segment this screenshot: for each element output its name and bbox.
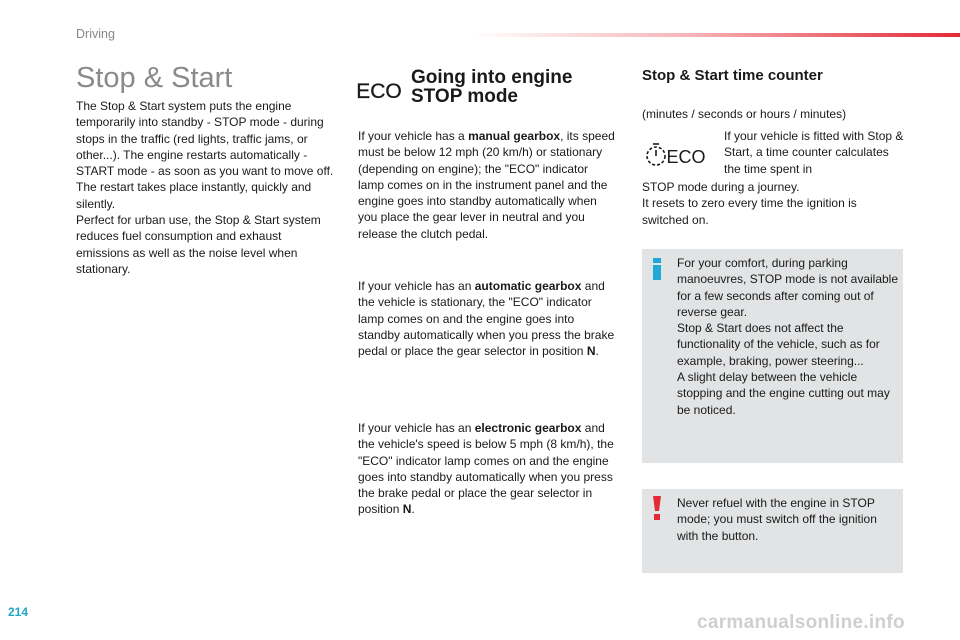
info-line-1: For your comfort, during parking manoeuvres, STOP mode is not available for a few seconds after coming out of reverse gear. <box>677 256 899 319</box>
exclamation-icon <box>651 496 663 520</box>
time-counter-title: Stop & Start time counter <box>642 67 823 84</box>
intro-paragraph-2: Perfect for urban use, the Stop & Start system reduces fuel consumption and exhaust emissions as well as the noise level when stationary. <box>76 213 321 276</box>
info-line-3: A slight delay between the vehicle stopping and the engine cutting out may be noticed. <box>677 370 890 417</box>
eco-icon-label: ECO <box>356 80 402 103</box>
eco-icon <box>356 75 402 105</box>
section-header: Driving <box>76 27 115 41</box>
info-icon <box>650 258 664 280</box>
automatic-prefix: If your vehicle has an <box>358 279 475 293</box>
manual-gearbox-paragraph <box>358 128 616 242</box>
electronic-prefix: If your vehicle has an <box>358 421 475 435</box>
time-counter-text-continued <box>642 179 904 228</box>
electronic-end: . <box>411 502 415 517</box>
time-counter-line-3: It resets to zero every time the ignition is switched on. <box>642 196 857 227</box>
automatic-position: N <box>586 344 596 359</box>
automatic-end: . <box>595 344 599 359</box>
electronic-suffix: and the vehicle's speed is below 5 mph (8 km/h), the "ECO" indicator lamp comes on and the engine goes into standby automatically when you press the brake pedal or place the gear selector in position <box>358 421 614 517</box>
warning-note-text: Never refuel with the engine in STOP mode; you must switch off the ignition with the button. <box>677 496 877 543</box>
manual-suffix: , its speed must be below 12 mph (20 km/h) or stationary (depending on engine); the "ECO" indicator lamp comes on in the instrument panel and the engine goes into standby automatically when you place the gear lever in neutral and you release the clutch pedal. <box>358 129 615 241</box>
time-counter-line-2: STOP mode during a journey. <box>642 180 800 194</box>
manual-keyword: manual gearbox <box>468 129 561 143</box>
intro-paragraph-1: The Stop & Start system puts the engine temporarily into standby - STOP mode - during stops in the traffic (red lights, traffic jams, or other...). The engine restarts automatically - START mode - as soon as you want to move off. The restart takes place instantly, quickly and silently. <box>76 99 334 211</box>
intro-text <box>76 98 338 277</box>
automatic-gearbox-paragraph <box>358 278 616 359</box>
manual-prefix: If your vehicle has a <box>358 129 469 143</box>
page-number: 214 <box>8 605 29 619</box>
timer-eco-label: ECO <box>666 147 706 167</box>
electronic-position: N <box>402 502 412 517</box>
info-line-2: Stop & Start does not affect the functionality of the vehicle, such as for example, braking, power steering... <box>677 321 880 368</box>
electronic-keyword: electronic gearbox <box>474 421 582 435</box>
info-note-text <box>677 255 902 418</box>
header-rule <box>470 33 960 37</box>
time-counter-text: If your vehicle is fitted with Stop & Start, a time counter calculates the time spent in <box>724 129 904 176</box>
watermark: carmanualsonline.info <box>697 612 905 633</box>
electronic-gearbox-paragraph <box>358 420 620 518</box>
engine-stop-title: Going into engine STOP mode <box>411 67 573 107</box>
time-counter-units: (minutes / seconds or hours / minutes) <box>642 107 847 121</box>
timer-eco-icon <box>642 140 708 170</box>
automatic-keyword: automatic gearbox <box>474 279 582 293</box>
page-title: Stop & Start <box>76 62 233 94</box>
automatic-suffix: and the vehicle is stationary, the "ECO" indicator lamp comes on and the engine goes into standby automatically when you press the brake pedal or place the gear selector in position <box>358 279 615 359</box>
